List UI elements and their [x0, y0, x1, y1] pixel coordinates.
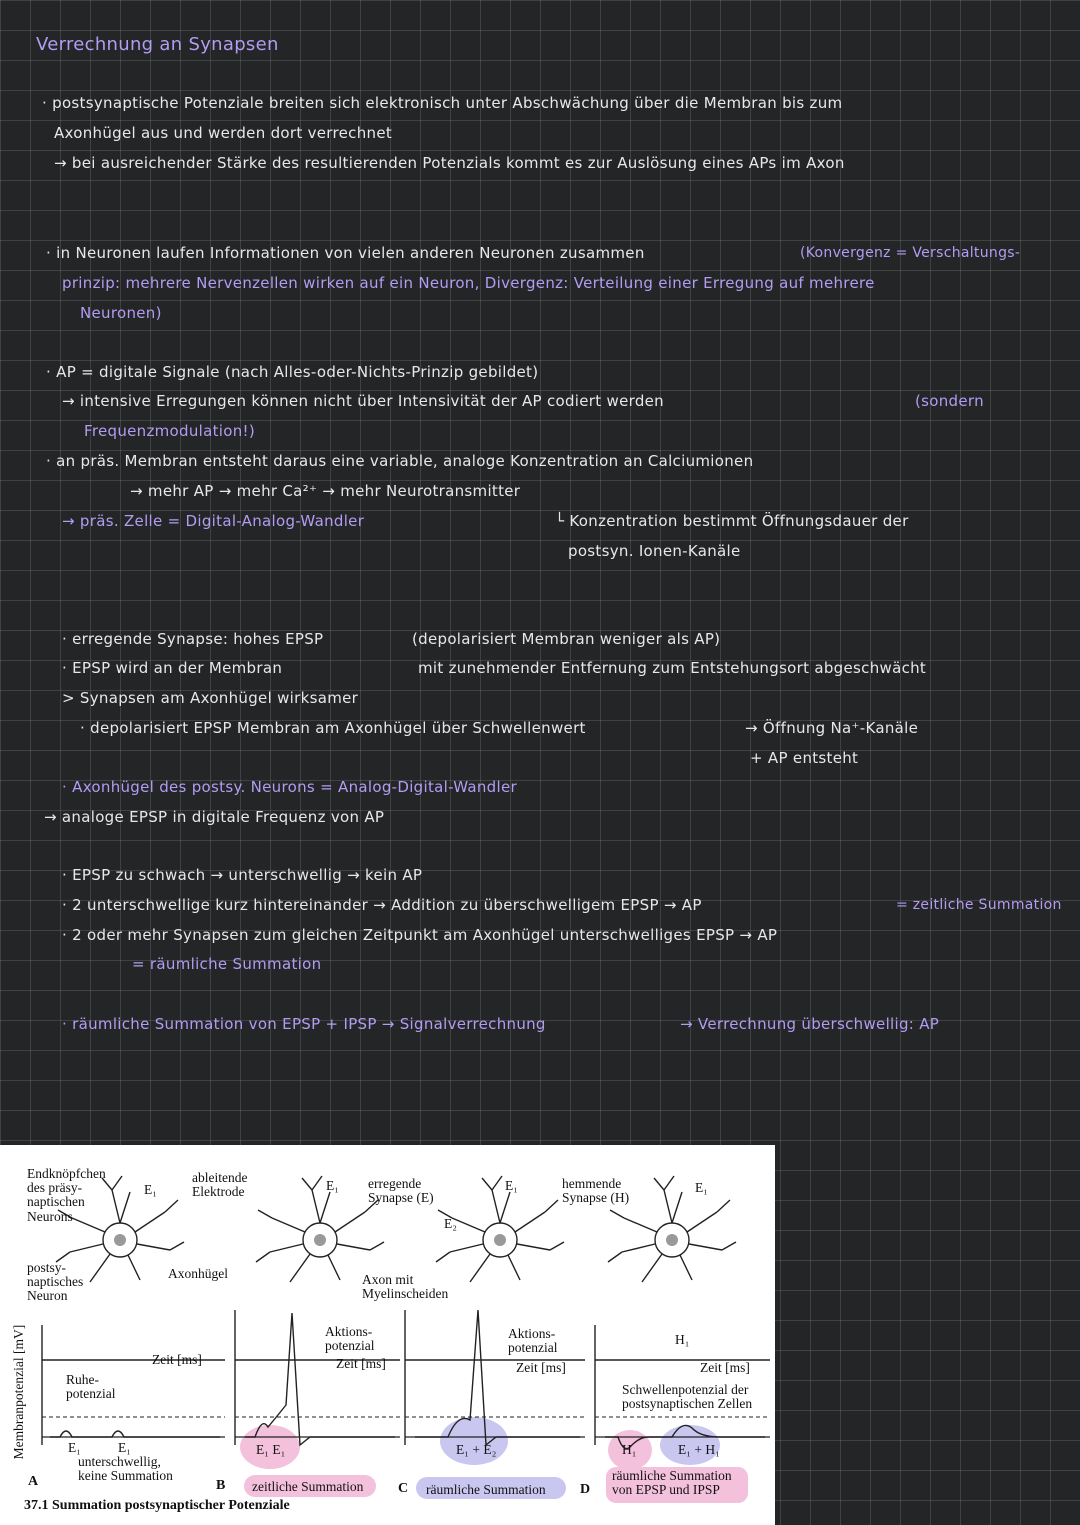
note-line-highlight: (Konvergenz = Verschaltungs-: [800, 245, 1021, 261]
label-postsynaptisches-neuron: postsy- naptisches Neuron: [27, 1260, 84, 1304]
note-line: · EPSP zu schwach → unterschwellig → kein AP: [62, 866, 423, 884]
label-axon-myelin: Axon mit Myelinscheiden: [362, 1272, 449, 1302]
note-line: → Öffnung Na⁺-Kanäle: [745, 719, 919, 737]
note-line: · depolarisiert EPSP Membran am Axonhügel über Schwellenwert: [80, 719, 586, 737]
note-line: · AP = digitale Signale (nach Alles-oder-Nichts-Prinzip gebildet): [46, 363, 539, 381]
note-line: mit zunehmender Entfernung zum Entstehungsort abgeschwächt: [418, 659, 927, 677]
label-ruhepotenzial: Ruhe- potenzial: [66, 1372, 116, 1402]
label-e2: E₂: [444, 1216, 457, 1231]
label-unterschwellig: unterschwellig, keine Summation: [78, 1454, 173, 1484]
summation-figure: [0, 1145, 775, 1525]
note-line-highlight: → präs. Zelle = Digital-Analog-Wandler: [62, 512, 365, 530]
note-line-highlight: Neuronen): [80, 304, 162, 322]
label-ableitende-elektrode: ableitende Elektrode: [192, 1170, 248, 1200]
label-h1: H₁: [622, 1442, 637, 1457]
panel-letter: D: [580, 1482, 591, 1497]
note-line: · 2 oder mehr Synapsen zum gleichen Zeitpunkt am Axonhügel unterschwelliges EPSP → AP: [62, 926, 778, 944]
note-line: postsyn. Ionen-Kanäle: [568, 542, 741, 560]
label-aktionspotenzial: Aktions- potenzial: [325, 1324, 375, 1354]
label-endknoepfchen: Endknöpfchen des präsy- naptischen Neurons: [27, 1166, 106, 1224]
note-line: → bei ausreichender Stärke des resultierenden Potenzials kommt es zur Auslösung eines APs im Axon: [54, 154, 845, 172]
note-line: + AP entsteht: [750, 749, 859, 767]
note-line: Axonhügel aus und werden dort verrechnet: [54, 124, 393, 142]
label-zeit: Zeit [ms]: [152, 1352, 202, 1367]
note-line: → mehr AP → mehr Ca²⁺ → mehr Neurotransmitter: [130, 482, 521, 500]
note-line-highlight: = zeitliche Summation: [896, 897, 1062, 913]
note-line: · erregende Synapse: hohes EPSP: [62, 630, 324, 648]
label-e1-plus-h1: E₁ + H₁: [678, 1442, 720, 1457]
label-erregende-synapse: erregende Synapse (E): [368, 1176, 434, 1206]
note-line-highlight: → Verrechnung überschwellig: AP: [680, 1015, 940, 1033]
panel-letter: B: [216, 1478, 226, 1493]
label-e1-e1: E₁ E₁: [256, 1442, 286, 1457]
note-line-highlight: (sondern: [915, 392, 984, 410]
panel-letter: A: [28, 1474, 39, 1489]
note-line: └ Konzentration bestimmt Öffnungsdauer der: [555, 512, 909, 530]
figure-caption: 37.1 Summation postsynaptischer Potenziale: [24, 1498, 290, 1513]
note-line-highlight: Frequenzmodulation!): [84, 422, 256, 440]
label-membranpotenzial: Membranpotenzial [mV]: [11, 1324, 27, 1460]
label-raeumliche-summation: räumliche Summation: [426, 1482, 546, 1497]
note-line: > Synapsen am Axonhügel wirksamer: [62, 689, 359, 707]
label-h1: H₁: [675, 1332, 690, 1347]
label-e1: E₁: [695, 1180, 708, 1195]
note-line-highlight: = räumliche Summation: [132, 955, 322, 973]
note-line-highlight: · Axonhügel des postsy. Neurons = Analog-Digital-Wandler: [62, 778, 517, 796]
label-zeit: Zeit [ms]: [516, 1360, 566, 1375]
note-line: → intensive Erregungen können nicht über Intensivität der AP codiert werden: [62, 392, 664, 410]
label-e1: E₁: [505, 1178, 518, 1193]
page-title: Verrechnung an Synapsen: [36, 34, 279, 55]
label-zeit: Zeit [ms]: [700, 1360, 750, 1375]
note-line: · 2 unterschwellige kurz hintereinander → Addition zu überschwelligem EPSP → AP: [62, 896, 702, 914]
label-e1: E₁: [68, 1440, 81, 1455]
note-line: · an präs. Membran entsteht daraus eine variable, analoge Konzentration an Calciumionen: [46, 452, 754, 470]
label-e1: E₁: [118, 1440, 131, 1455]
label-raeumliche-epsp-ipsp: räumliche Summation von EPSP und IPSP: [612, 1468, 732, 1498]
note-line-highlight: · räumliche Summation von EPSP + IPSP → Signalverrechnung: [62, 1015, 546, 1033]
note-line: · postsynaptische Potenziale breiten sich elektronisch unter Abschwächung über die Membran bis zum: [42, 94, 843, 112]
label-e1-plus-e2: E₁ + E₂: [456, 1442, 497, 1457]
label-aktionspotenzial: Aktions- potenzial: [508, 1326, 558, 1356]
label-e1: E₁: [326, 1178, 339, 1193]
note-line: (depolarisiert Membran weniger als AP): [412, 630, 721, 648]
note-line: → analoge EPSP in digitale Frequenz von AP: [44, 808, 385, 826]
label-axonhuegel: Axonhügel: [168, 1266, 228, 1281]
label-e1: E₁: [144, 1182, 157, 1197]
note-line-highlight: prinzip: mehrere Nervenzellen wirken auf ein Neuron, Divergenz: Verteilung einer Erregung auf mehrere: [62, 274, 875, 292]
label-zeitliche-summation: zeitliche Summation: [252, 1479, 364, 1494]
label-schwellenpotenzial: Schwellenpotenzial der postsynaptischen Zellen: [622, 1382, 753, 1412]
label-zeit: Zeit [ms]: [336, 1356, 386, 1371]
label-hemmende-synapse: hemmende Synapse (H): [562, 1176, 630, 1206]
note-line: · in Neuronen laufen Informationen von vielen anderen Neuronen zusammen: [46, 244, 645, 262]
note-line: · EPSP wird an der Membran: [62, 659, 283, 677]
panel-letter: C: [398, 1481, 409, 1496]
